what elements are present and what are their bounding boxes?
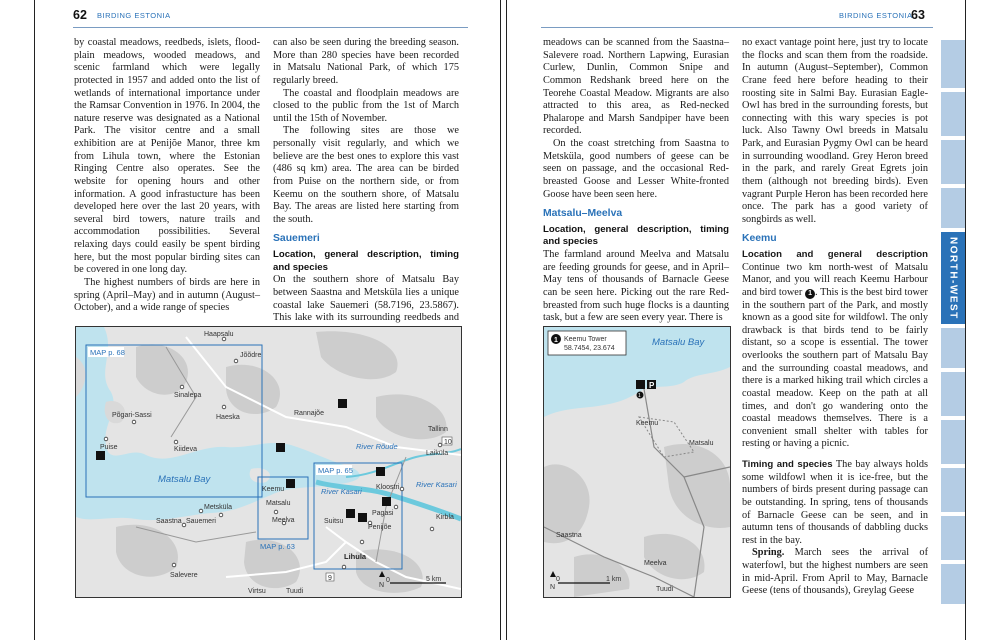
scale-end: 5 km — [426, 576, 442, 583]
road-number: 10 — [444, 439, 452, 446]
place-label: Meelva — [272, 517, 295, 524]
place-label: Matsalu — [266, 500, 291, 507]
site-number-badge: 1 — [805, 289, 815, 299]
side-tab[interactable] — [941, 140, 965, 184]
place-label: Keemu — [262, 486, 285, 493]
paragraph: The coastal and floodplain meadows are closed to the public from the 1st of March until the 15th of November. — [273, 87, 459, 124]
keemu-map — [543, 326, 731, 598]
river-label-kasari-east: River Kasari — [416, 480, 457, 489]
bird-tower-icon — [382, 497, 391, 506]
place-label: Haeska — [216, 414, 240, 421]
paragraph: On the coast stretching from Saastna to Metsküla, good numbers of geese can be seen on passage, and the occasional Red-breasted Goose and Lesser White-fronted Goose have been seen here. — [543, 138, 729, 200]
place-label: Laiküla — [426, 450, 449, 457]
side-tab[interactable] — [941, 328, 965, 368]
text-span: March sees the arrival of waterfowl, but the highest numbers are seen in mid-April. From April to May, Barnacle Geese (tens of thousands), Greylag Geese — [742, 547, 928, 597]
section-heading: Matsalu–Meelva — [543, 208, 623, 220]
overview-map — [75, 326, 462, 598]
subsection-heading: Location, general description, timing and species — [273, 249, 459, 273]
overview-map-svg — [76, 327, 461, 597]
paragraph — [742, 547, 928, 598]
left-page — [34, 0, 501, 640]
scale-start: 0 — [386, 577, 390, 584]
place-label: Sauemeri — [186, 518, 216, 525]
left-column-2 — [273, 37, 459, 337]
side-tab[interactable] — [941, 564, 965, 604]
place-label: Lihula — [344, 552, 367, 561]
side-tab-label: NORTH-WEST — [947, 236, 959, 320]
paragraph — [742, 459, 928, 547]
paragraph: The farmland around Meelva and Matsalu are feeding grounds for geese, and in April–May tens of thousands of Barnacle Geese can be seen here. Picking out the rare Red-breasted from such huge flocks is a daunting task, but a few are seen every year. There is — [543, 249, 729, 324]
place-label: Sinalepa — [174, 392, 202, 399]
place-label: Saastna — [556, 532, 582, 539]
bird-tower-icon — [276, 443, 285, 452]
left-column-1 — [74, 37, 260, 315]
runin-heading: Timing and species — [742, 459, 833, 470]
section-heading: Keemu — [742, 233, 777, 245]
bird-tower-icon — [376, 467, 385, 476]
place-label: Puise — [100, 444, 118, 451]
north-label: N — [550, 584, 556, 591]
page-number: 62 — [73, 8, 87, 22]
side-tab[interactable] — [941, 468, 965, 512]
bird-tower-icon — [346, 509, 355, 518]
bay-label: Matsalu Bay — [158, 474, 211, 485]
side-tab-north-west[interactable] — [941, 232, 965, 324]
paragraph — [742, 249, 928, 451]
right-column-2 — [742, 37, 928, 598]
paragraph: can also be seen during the breeding season. More than 280 species have been recorded in Matsalu National Park, of which 175 regularly breed. — [273, 37, 459, 86]
place-label: Matsalu — [689, 440, 714, 447]
place-label: Tuudi — [656, 586, 674, 593]
scale-start: 0 — [556, 576, 560, 583]
text-span: . This is the best bird tower in the southern part of the Park, and mostly known as a good site for wildfowl. The only drawback is that birds tend to be fairly distant, so a scope is essential. The tower overlooks the southern part of Matsalu Bay and the surrounding coastal meadows, and there is a marked hiking trail which circles a coastal meadow. Keep on the path at all times, and don't go wandering onto the coastal meadows themselves. There is a convenient small shelter with tables for resting or having a picnic. — [742, 286, 928, 450]
place-label: Tallinn — [428, 426, 448, 433]
place-label: Suitsu — [324, 518, 344, 525]
legend-coords: 58.7454, 23.674 — [564, 345, 615, 352]
map-box-label-p65: MAP p. 65 — [318, 466, 353, 475]
paragraph: meadows can be scanned from the Saastna–Salevere road. Northern Lapwing, Eurasian Curlew, Dunlin, Common Snipe and Common Redshank breed here on the Teorehe Coastal Meadow. Migrants are also attracted to this area, as Red-necked Phalarope and Marsh Sandpiper have been recorded. — [543, 37, 729, 137]
place-label: Tuudi — [286, 588, 304, 595]
header-rule — [73, 27, 468, 28]
map-box-label-p63: MAP p. 63 — [260, 542, 295, 551]
legend-badge-number: 1 — [554, 337, 558, 344]
bird-tower-icon — [96, 451, 105, 460]
place-label: Kirbla — [436, 514, 454, 521]
keemu-map-svg — [544, 327, 730, 597]
paragraph: The highest numbers of birds are here in spring (April–May) and in autumn (August–October), and a wide range of species — [74, 276, 260, 314]
bird-tower-icon — [338, 399, 347, 408]
paragraph: by coastal meadows, reedbeds, islets, flood-plain meadows, wooded meadows, and scenic farmland which were legally protected in 1957 and added onto the list of wetlands of international importance under the Ramsar Convention in 1976. In 2004, the nature reserve was designated as a National Park. The visitor centre and a small exhibition are at Penijõe Manor, three km from Lihula town, where the Estonian Ringing Centre also operates. See the website for opening hours and other information. A good infrastucture has been developed here over the last 20 years, with several bird towers, nature trails and accommodation possibilities. Several relaxing days could easily be spent birding here, but the most popular birding sites can be covered in one long day. — [74, 37, 260, 276]
place-label: Meelva — [644, 560, 667, 567]
place-label: Pagasi — [372, 510, 394, 517]
place-label: Põgari-Sassi — [112, 412, 152, 419]
section-heading: Sauemeri — [273, 233, 320, 245]
place-label: Metsküla — [204, 504, 233, 511]
road-number: 9 — [328, 575, 332, 582]
season-label: Spring. — [752, 547, 785, 559]
running-head: BIRDING ESTONIA — [97, 11, 171, 20]
place-label: Jõõdre — [240, 352, 262, 359]
running-head: BIRDING ESTONIA — [839, 11, 913, 20]
place-label: Keemu — [636, 420, 659, 427]
bird-tower-icon — [358, 513, 367, 522]
legend-name: Keemu Tower — [564, 336, 607, 343]
paragraph: On the southern shore of Matsalu Bay between Saastna and Metsküla lies a unique coastal lake Sauemeri (58.7196, 23.5867). This lake with its surrounding reedbeds and — [273, 274, 459, 324]
place-label: Saastna — [156, 518, 182, 525]
right-column-1 — [543, 37, 729, 325]
place-label: Salevere — [170, 572, 198, 579]
north-label: N — [379, 582, 385, 589]
place-label: Penijõe — [368, 524, 392, 531]
paragraph: The following sites are those we personally visit regularly, and which we believe are the best ones to explore this vast (486 sq km) area. The area can be birded from Puise on the northern side, or from Keemu on the southern shore, of Matsalu Bay. The areas are listed here starting from the south. — [273, 125, 459, 225]
side-tab[interactable] — [941, 92, 965, 136]
page-number: 63 — [911, 8, 925, 22]
header-rule — [541, 27, 933, 28]
bay-label: Matsalu Bay — [652, 337, 705, 348]
side-tab[interactable] — [941, 40, 965, 88]
place-label: Virtsu — [248, 588, 266, 595]
river-label-roude: River Rõude — [356, 442, 398, 451]
side-tab[interactable] — [941, 372, 965, 416]
bird-tower-icon — [636, 380, 645, 389]
right-page — [506, 0, 966, 640]
runin-heading: Location and general description — [742, 249, 928, 260]
paragraph: no exact vantage point here, just try to locate the flocks and scan them from the roadside. In autumn (August–September), Common Crane feed here before heading to their roosting site in Salmi Bay. Eurasian Eagle-Owl has bred in the surrounding forests, but connecting with this wary species is pot luck. Also Tawny Owl breeds in Matsalu Park, and Eurasian Pygmy Owl can be heard in surrounding woodland. Grey Heron breed in the park, and rarely Great Egrets join them (although not breeding birds). Even vagrant Purple Heron has been recorded here once. The park has a good variety of songbirds as well. — [742, 37, 928, 225]
scale-end: 1 km — [606, 576, 622, 583]
place-label: Rannajõe — [294, 410, 324, 417]
place-label: Haapsalu — [204, 331, 234, 338]
side-tab[interactable] — [941, 188, 965, 228]
place-label: Kiideva — [174, 446, 197, 453]
site-marker-number: 1 — [638, 393, 641, 399]
side-tab[interactable] — [941, 516, 965, 560]
parking-label: P — [649, 381, 655, 390]
side-tab[interactable] — [941, 420, 965, 464]
text-span: Continue two km north-west of Matsalu Manor, and you will reach Keemu Harbour and bird tower — [742, 261, 928, 298]
bird-tower-icon — [286, 479, 295, 488]
map-box-label-p68: MAP p. 68 — [90, 348, 125, 357]
spacer — [742, 451, 928, 459]
subsection-heading: Location, general description, timing and species — [543, 223, 729, 248]
river-label-kasari: River Kasari — [321, 487, 362, 496]
place-label: Kloostri — [376, 484, 400, 491]
text-span: The bay always holds some wildfowl when it is ice-free, but the numbers of birds present during passage can be outstanding. In spring, tens of thousands of Barnacle Geese can be seen, and in autumn tens of thousands of dabbling ducks rest in the bay. — [742, 459, 928, 546]
